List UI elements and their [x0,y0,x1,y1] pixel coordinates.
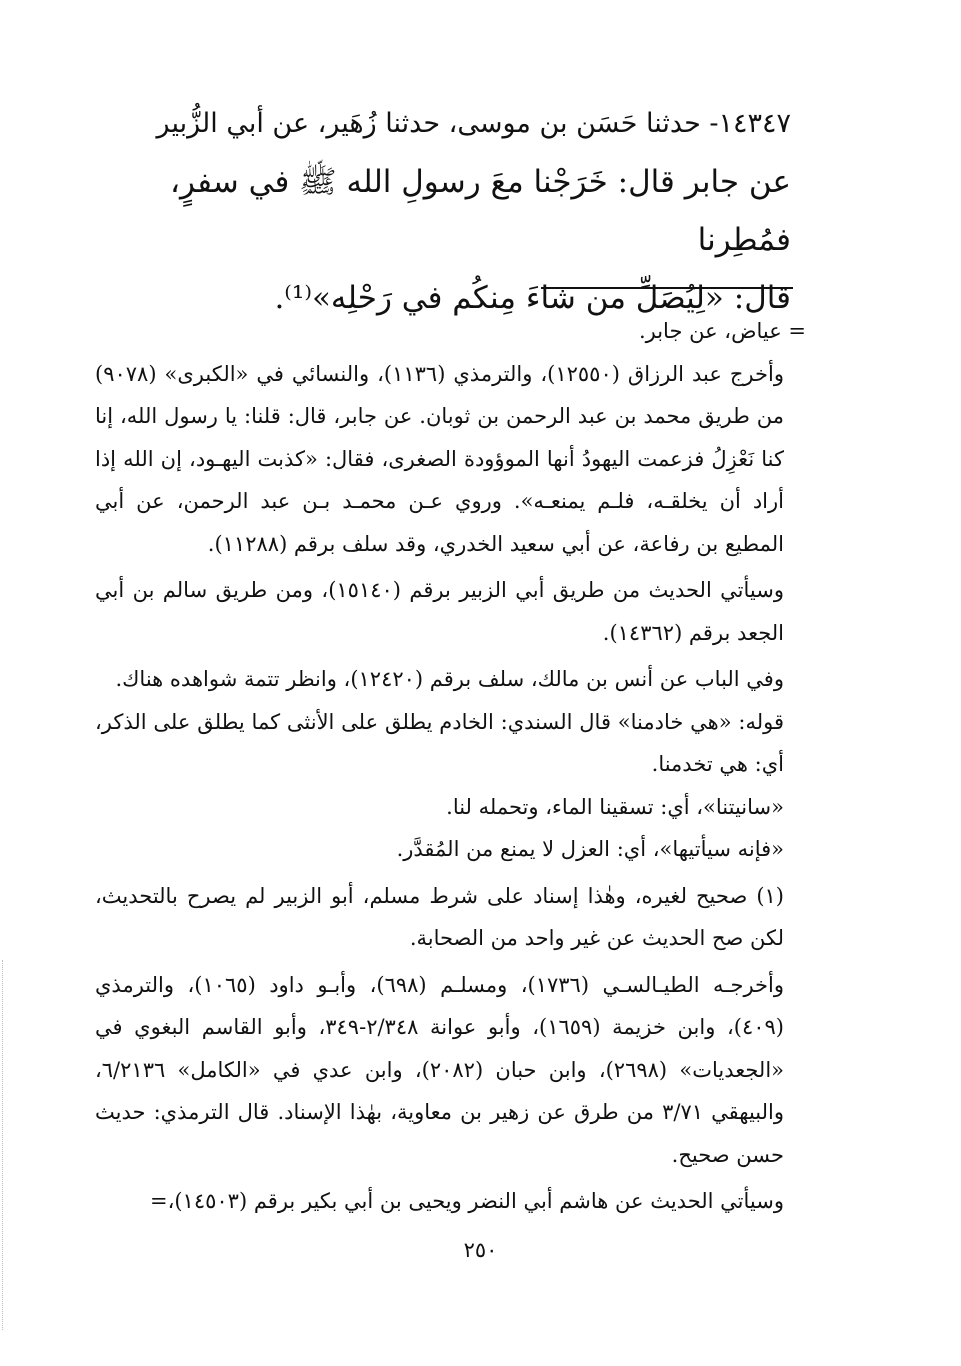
footnote-paragraph: وفي الباب عن أنس بن مالك، سلف برقم (١٢٤٢٠)، وانظر تتمة شواهده هناك. [115,667,784,691]
footnote-separator [541,287,793,289]
hadith-text [100,95,791,327]
footnote-paragraph: وسيأتي الحديث عن هاشم أبي النضر ويحيى بن أبي بكير برقم (١٤٥٠٣)،= [149,1189,784,1213]
footnote-paragraph: قوله: «هي خادمنا» قال السندي: الخادم يطلق على الأنثى كما يطلق على الذكر، أي: هي تخدمنا. [95,709,784,776]
footnote-paragraph: وأخرجـه الطيـالسـي (١٧٣٦)، ومسلـم (٦٩٨)، وأبـو داود (١٠٦٥)، والترمذي (٤٠٩)، وابن خزيمة (١٦٥٩)، وأبو عوانة ٢/٣٤٨-٣٤٩، وأبو القاسم البغوي في «الجعديات» (٢٦٩٨)، وابن حبان (٢٠٨٢)، وابن عدي في «الكامل» ٦/٢١٣٦، والبيهقي ٣/٧١ من طرق عن زهير بن معاوية، بهٰذا الإسناد. قال الترمذي: حديث حسن صحيح. [95,972,785,1167]
footnote-paragraph: «سانيتنا»، أي: تسقينا الماء، وتحمله لنا. [446,794,784,819]
footnote-paragraph: وأخرج عبد الرزاق (١٢٥٥٠)، والترمذي (١١٣٦)، والنسائي في «الكبرى» (٩٠٧٨) من طريق محمد بن عبد الرحمن بن ثوبان. عن جابر، قال: قلنا: يا رسول الله، إنا كنا نَعْزِلُ فزعمت اليهودُ أنها الموؤودة الصغرى، فقال: «كذبت اليهـود، إن الله إذا أراد أن يخلقـه، فلـم يمنعـه». وروي عـن محمـد بـن عبد الرحمن، عن أبي المطيع بن رفاعة، عن أبي سعيد الخدري، وقد سلف برقم (١١٢٨٨). [95,361,784,556]
footnotes [95,310,806,1223]
footnote-paragraph: وسيأتي الحديث من طريق أبي الزبير برقم (١٥١٤٠)، ومن طريق سالم بن أبي الجعد برقم (١٤٣٦٢). [95,578,784,645]
footnote-paragraph: «فإنه سيأتيها»، أي: العزل لا يمنع من المُقدَّر. [396,837,784,861]
hadith-body-line: عن جابر قال: خَرَجْنا معَ رسولِ الله ﷺ في سفرٍ، فمُطِرنا [170,164,791,258]
hadith-body-line: قال: «لِيُصَلِّ من شاءَ مِنكُم في رَحْلِه»⁽¹⁾. [274,280,791,316]
page-number: ٢٥٠ [463,1238,498,1262]
scan-edge-mark [2,960,9,1330]
footnote-paragraph: (١) صحيح لغيره، وهٰذا إسناد على شرط مسلم، أبو الزبير لم يصرح بالتحديث، لكن صح الحديث عن غير واحد من الصحابة. [95,883,784,950]
footnote-paragraph: = عياض، عن جابر. [638,319,806,343]
hadith-chain-line: ١٤٣٤٧- حدثنا حَسَن بن موسى، حدثنا زُهَير، عن أبي الزُّبير [156,108,791,139]
